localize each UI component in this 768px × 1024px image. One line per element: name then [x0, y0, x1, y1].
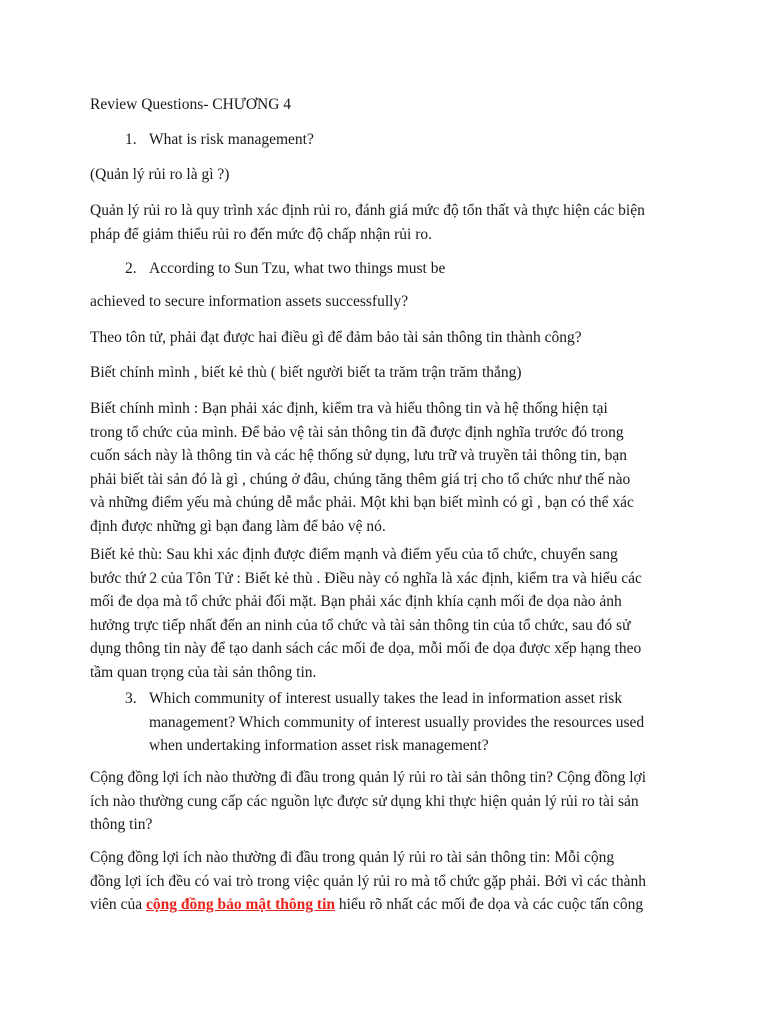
answer-line: Quản lý rủi ro là quy trình xác định rủi ro, đánh giá mức độ tổn thất và thực hiện các biện [90, 202, 645, 219]
paragraph-line: phải biết tài sản đó là gì , chúng ở đâu, chúng tăng thêm giá trị cho tổ chức như thế nào [90, 470, 631, 488]
question-3-answer [90, 846, 690, 917]
know-enemy-paragraph [90, 543, 690, 684]
question-1-answer [90, 199, 690, 246]
question-line: management? Which community of interest usually provides the resources used [149, 713, 645, 731]
highlighted-term: cộng đồng bảo mật thông tin [145, 896, 336, 913]
line-suffix: hiểu rõ nhất các mối đe dọa và các cuộc tấn công [335, 896, 644, 913]
know-yourself-paragraph [90, 397, 690, 538]
question-1-text: What is risk management? [149, 131, 314, 148]
paragraph-line: bước thứ 2 của Tôn Tử : Biết kẻ thù . Điều này có nghĩa là xác định, kiểm tra và hiểu các [90, 569, 642, 587]
question-2-number: 2. [125, 260, 137, 277]
paragraph-line: ích nào thường cung cấp các nguồn lực được sử dụng khi thực hiện quản lý rủi ro tài sản [90, 792, 639, 810]
question-line: Which community of interest usually takes the lead in information asset risk [149, 690, 623, 707]
paragraph-line: cuốn sách này là thông tin và các hệ thống sử dụng, lưu trữ và truyền tải thông tin, bạn [90, 447, 628, 464]
question-2-text-cont: achieved to secure information assets successfully? [90, 293, 409, 310]
paragraph-line-highlighted [90, 893, 690, 917]
document-title: Review Questions- CHƯƠNG 4 [90, 96, 292, 113]
question-3-text [149, 687, 689, 758]
paragraph-line: Biết kẻ thù: Sau khi xác định được điểm mạnh và điểm yếu của tổ chức, chuyển sang [90, 546, 618, 563]
question-3-number: 3. [125, 690, 137, 707]
question-3-translation [90, 766, 690, 837]
question-2-translation: Theo tôn tử, phải đạt được hai điều gì để đảm bảo tài sản thông tin thành công? [90, 329, 582, 346]
paragraph-line: đồng lợi ích đều có vai trò trong việc quản lý rủi ro mà tổ chức gặp phải. Bởi vì các thành [90, 872, 646, 890]
question-1-translation: (Quản lý rủi ro là gì ?) [90, 166, 230, 183]
paragraph-line: hưởng trực tiếp nhất đến an ninh của tổ chức và tài sản thông tin của tổ chức, sau đó sử [90, 616, 631, 634]
paragraph-line: Cộng đồng lợi ích nào thường đi đầu trong quản lý rủi ro tài sản thông tin: Mỗi cộng [90, 849, 615, 866]
paragraph-line: trong tổ chức của mình. Để bảo vệ tài sản thông tin đã được định nghĩa trước đó trong [90, 423, 624, 441]
answer-line: pháp để giảm thiểu rủi ro đến mức độ chấp nhận rủi ro. [90, 225, 432, 243]
paragraph-line: Biết chính mình : Bạn phải xác định, kiểm tra và hiểu thông tin và hệ thống hiện tại [90, 400, 608, 417]
question-2-summary: Biết chính mình , biết kẻ thù ( biết người biết ta trăm trận trăm thắng) [90, 364, 522, 381]
paragraph-line: mối đe dọa mà tổ chức phải đối mặt. Bạn phải xác định khía cạnh mối đe dọa nào ảnh [90, 593, 622, 610]
paragraph-line: tầm quan trọng của tài sản thông tin. [90, 663, 317, 681]
question-2-text: According to Sun Tzu, what two things must be [149, 260, 446, 277]
paragraph-line: Cộng đồng lợi ích nào thường đi đầu trong quản lý rủi ro tài sản thông tin? Cộng đồng lợi [90, 769, 647, 786]
question-1-number: 1. [125, 131, 137, 148]
paragraph-line: và những điểm yếu mà chúng dễ mắc phải. Một khi bạn biết mình có gì , bạn có thể xác [90, 494, 634, 511]
line-prefix: viên của [90, 896, 146, 913]
paragraph-line: dụng thông tin này để tạo danh sách các mối đe dọa, mỗi mối đe dọa được xếp hạng theo [90, 640, 642, 657]
paragraph-line: thông tin? [90, 816, 153, 833]
paragraph-line: định được những gì bạn đang làm để bảo vệ nó. [90, 517, 386, 535]
question-line: when undertaking information asset risk management? [149, 737, 489, 754]
